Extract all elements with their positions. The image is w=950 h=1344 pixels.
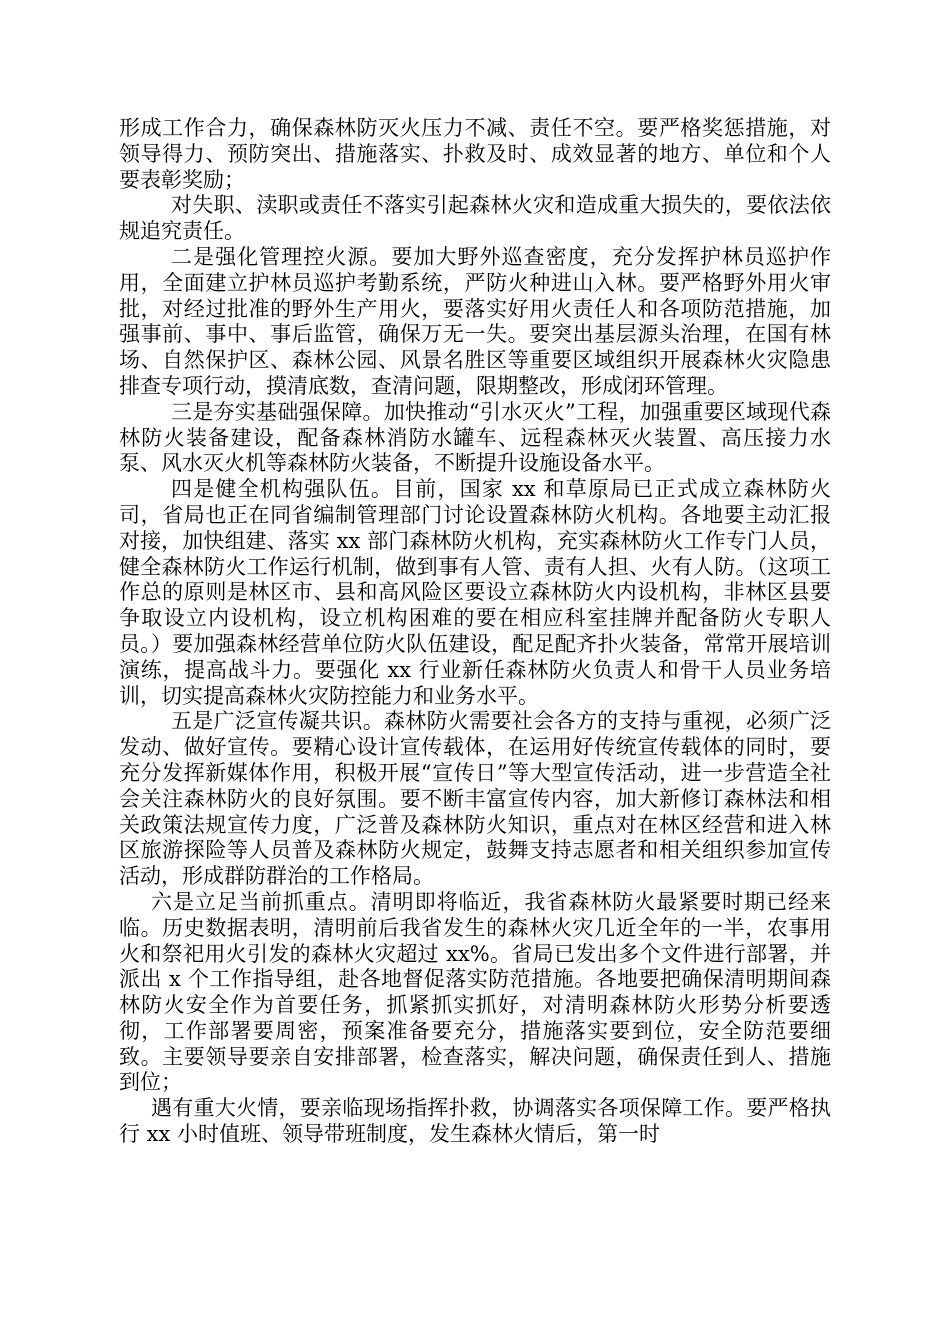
paragraph-infrastructure: 三是夯实基础强保障。加快推动“引水灭火”工程，加强重要区域现代森林防火装备建设，配备森林消防水罐车、远程森林灭火装置、高压接力水泵、风水灭火机等森林防火装备，不断提升设施设备水平。 bbox=[119, 399, 831, 476]
document-page bbox=[119, 116, 831, 1148]
paragraph-current-priorities: 六是立足当前抓重点。清明即将临近，我省森林防火最紧要时期已经来临。历史数据表明，清明前后我省发生的森林火灾几近全年的一半，农事用火和祭祀用火引发的森林火灾超过 xx%。省局已发出多个文件进行部署，并派出 x 个工作指导组，赴各地督促落实防范措施。各地要把确保清明期间森林防火安全作为首要任务，抓紧抓实抓好，对清明森林防火形势分析要透彻，工作部署要周密，预案准备要充分，措施落实要到位，安全防范要细致。主要领导要亲自安排部署，检查落实，解决问题，确保责任到人、措施到位； bbox=[119, 889, 831, 1095]
paragraph-emergency-response: 遇有重大火情，要亲临现场指挥扑救，协调落实各项保障工作。要严格执行 xx 小时值班、领导带班制度，发生森林火情后，第一时 bbox=[119, 1096, 831, 1147]
paragraph-fire-source-control: 二是强化管理控火源。要加大野外巡查密度，充分发挥护林员巡护作用，全面建立护林员巡护考勤系统，严防火种进山入林。要严格野外用火审批，对经过批准的野外生产用火，要落实好用火责任人和各项防范措施，加强事前、事中、事后监管，确保万无一失。要突出基层源头治理，在国有林场、自然保护区、森林公园、风景名胜区等重要区域组织开展森林火灾隐患排查专项行动，摸清底数，查清问题，限期整改，形成闭环管理。 bbox=[119, 244, 831, 398]
paragraph-responsibility: 形成工作合力，确保森林防灭火压力不减、责任不空。要严格奖惩措施，对领导得力、预防突出、措施落实、扑救及时、成效显著的地方、单位和个人要表彰奖励； bbox=[119, 116, 831, 192]
paragraph-accountability: 对失职、渎职或责任不落实引起森林火灾和造成重大损失的，要依法依规追究责任。 bbox=[119, 193, 831, 244]
paragraph-organization: 四是健全机构强队伍。目前，国家 xx 和草原局已正式成立森林防火司，省局也正在同省编制管理部门讨论设置森林防火机构。各地要主动汇报对接，加快组建、落实 xx 部门森林防火机构，充实森林防火工作专门人员，健全森林防火工作运行机制，做到事有人管、责有人担、火有人防。（这项工作总的原则是林区市、县和高风险区要设立森林防火内设机构，非林区县要争取设立内设机构，设立机构困难的要在相应科室挂牌并配备防火专职人员。）要加强森林经营单位防火队伍建设，配足配齐扑火装备，常常开展培训演练，提高战斗力。要强化 xx 行业新任森林防火负责人和骨干人员业务培训，切实提高森林火灾防控能力和业务水平。 bbox=[119, 477, 831, 708]
paragraph-publicity: 五是广泛宣传凝共识。森林防火需要社会各方的支持与重视，必须广泛发动、做好宣传。要精心设计宣传载体，在运用好传统宣传载体的同时，要充分发挥新媒体作用，积极开展“宣传日”等大型宣传活动，进一步营造全社会关注森林防火的良好氛围。要不断丰富宣传内容，加大新修订森林法和相关政策法规宣传力度，广泛普及森林防火知识，重点对在林区经营和进入林区旅游探险等人员普及森林防火规定，鼓舞支持志愿者和相关组织参加宣传活动，形成群防群治的工作格局。 bbox=[119, 709, 831, 889]
